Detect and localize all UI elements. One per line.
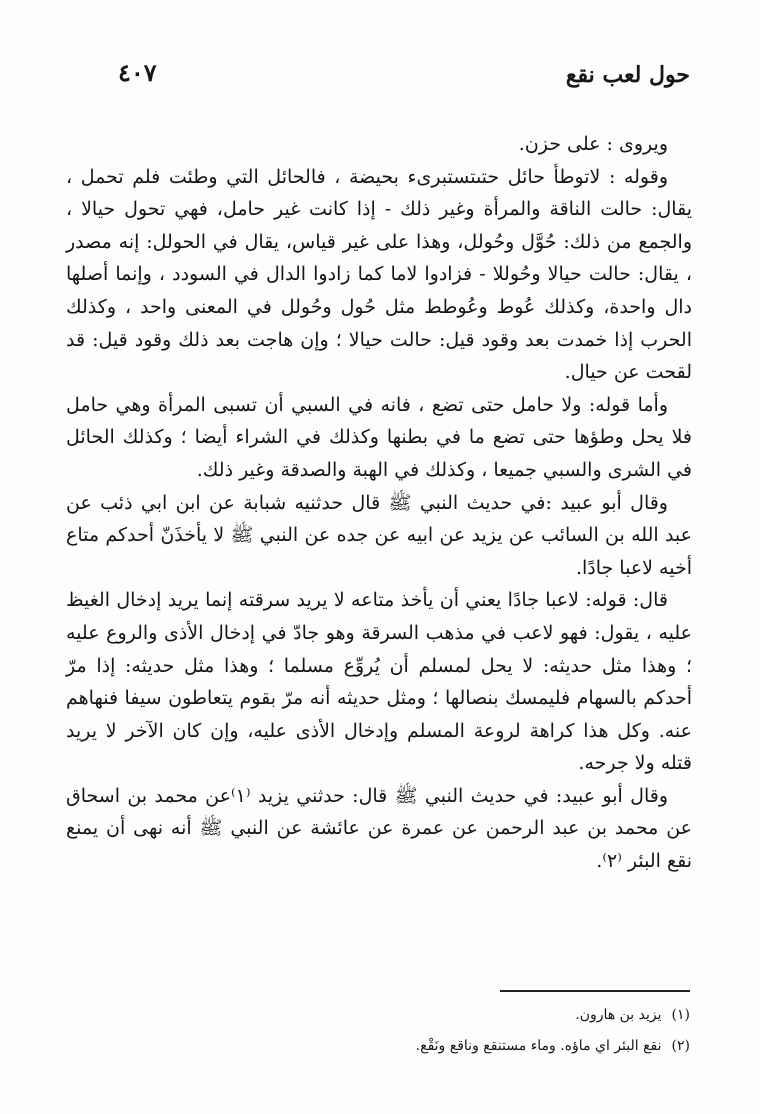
footnote-item (66, 1000, 690, 1031)
footnotes (66, 1000, 690, 1062)
paragraph-hadith-explanation: قال: قوله: لاعبا جادًا يعني أن يأخذ متاعه لا يريد سرقته إنما يريد إدخال الغيظ عليه ، يقول: فهو لاعب في مذهب السرقة وهو جادّ في إدخال الأذى والروع عليه ؛ وهذا مثل حديثه: لا يحل لمسلم أن يُروِّع مسلما ؛ وهذا مثل حديثه: إذا مرّ أحدكم بالسهام فليمسك بنصالها ؛ ومثل حديثه أنه مرّ بقوم يتعاطون سيفا فنهاهم عنه. وكل هذا كراهة لروعة المسلم وإدخال الأذى عليه، وإن كان الآخر لا يريد قتله ولا جرحه. (66, 589, 692, 775)
paragraph-pregnant-captive: وأما قوله: ولا حامل حتى تضع ، فانه في السبي أن تسبى المرأة وهي حامل فلا يحل وطؤها حتى تضع ما في بطنها وكذلك في الشراء أيضا ؛ وكذلك الحائل في الشرى والسبي جميعا ، وكذلك في الهبة والصدقة وغير ذلك. (66, 393, 692, 481)
footnote-number: (٢) (671, 1038, 690, 1054)
footnote-text: يزيد بن هارون. (575, 1007, 662, 1023)
footnote-number: (١) (671, 1007, 690, 1023)
paragraph-haail-definition: وقوله : لاتوطأ حائل حتىتستبرىء بحيضة ، فالحائل التي وطئت فلم تحمل ، يقال: حالت الناقة والمرأة وغير ذلك - إذا كانت غير حامل، فهي تحول حيالا ، والجمع من ذلك: حُوَّل وحُولل، وهذا على غير قياس، يقال في الحولل: إنه مصدر ، يقال: حالت حيالا وحُوللا - فزادوا لاما كما زادوا الدال في السودد ، وإنما أصلها دال واحدة، وكذلك عُوط وعُوطط مثل حُول وحُولل في المعنى واحد ، وكذلك الحرب إذا خمدت بعد وقود قيل: حالت حيالا ؛ وإن هاجت بعد ذلك وقود قيل: قد لقحت عن حيال. (66, 165, 692, 384)
main-text-body (66, 128, 692, 878)
page-number: ٤٠٧ (118, 58, 157, 87)
footnote-item (66, 1031, 690, 1062)
running-header-title: حول لعب نقع (565, 62, 690, 88)
paragraph-hadith-well-water: وقال أبو عبيد: في حديث النبي ﷺ قال: حدثني يزيد ⁽١⁾عن محمد بن اسحاق عن محمد بن عبد الرحمن عن عمرة عن عائشة عن النبي ﷺ أنه نهى أن يمنع نقع البئر ⁽٢⁾. (66, 784, 692, 873)
footnote-separator (500, 990, 690, 992)
paragraph-variant-reading: ويروى : على حزن. (518, 133, 668, 155)
footnote-text: نقع البئر اي ماؤه. وماء مستنقع وناقع ونَقْع. (415, 1038, 662, 1054)
paragraph-hadith-playful-serious: وقال أبو عبيد :في حديث النبي ﷺ قال حدثنيه شبابة عن ابن ابي ذئب عن عبد الله بن السائب عن يزيد عن ابيه عن جده عن النبي ﷺ لا يأخذَنّ أحدكم متاع أخيه لاعبا جادًا. (66, 491, 692, 579)
